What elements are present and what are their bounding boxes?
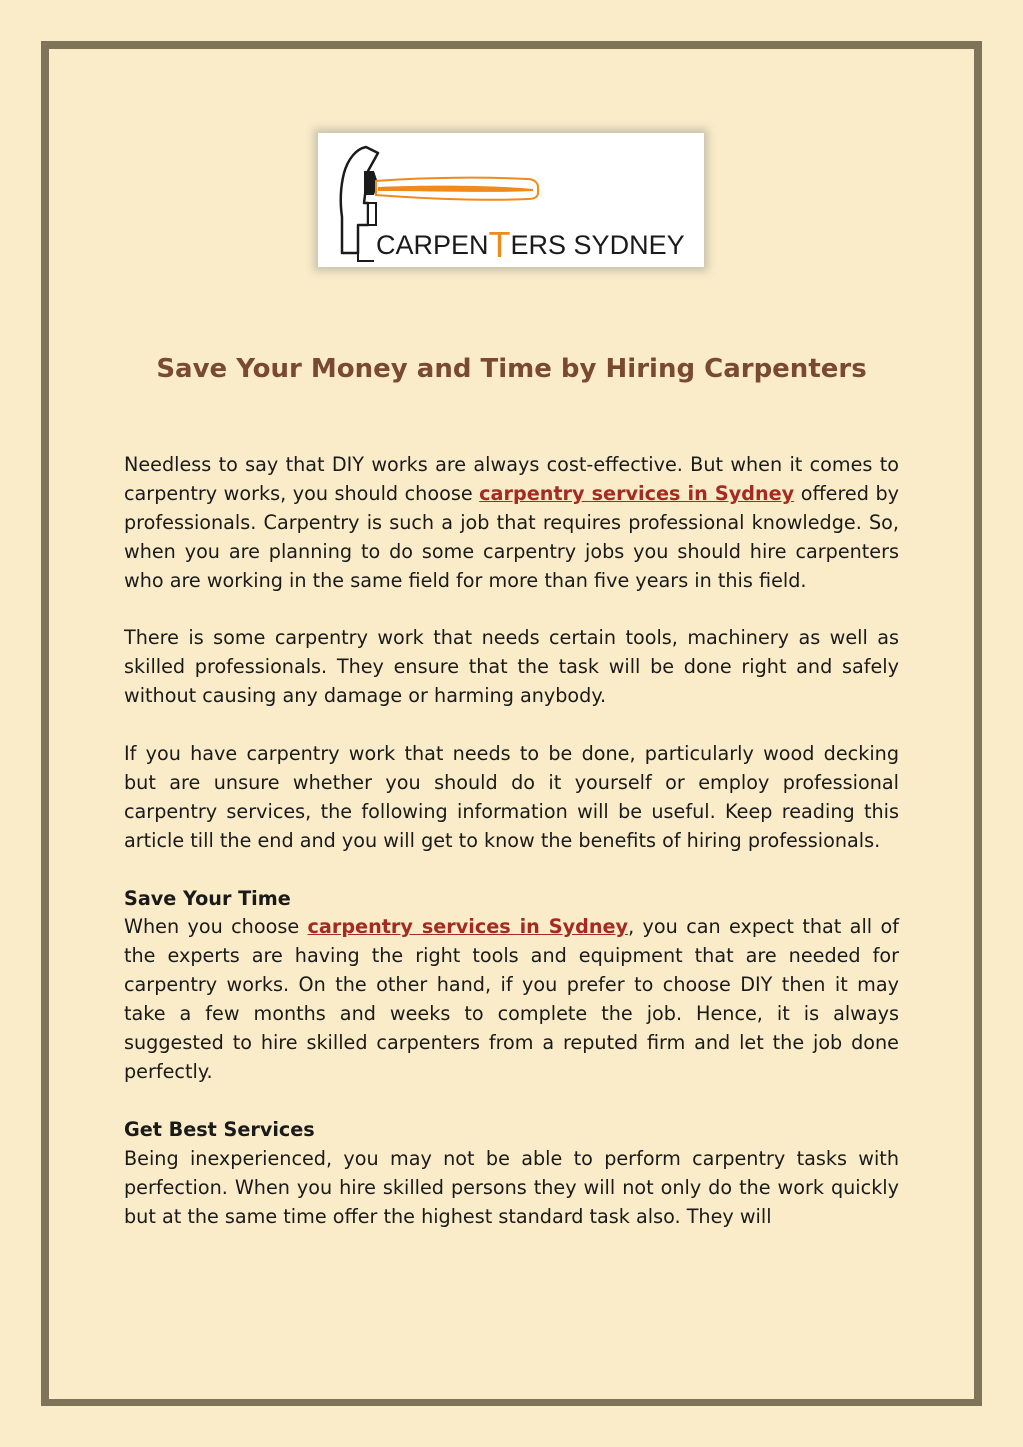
carpentry-services-link[interactable]: carpentry services in Sydney xyxy=(479,481,795,505)
paragraph-tools: There is some carpentry work that needs certain tools, machinery as well as skilled professionals. They ensure that the task will be done right and safely without causing any damage or harming anybody. xyxy=(124,626,899,708)
carpentry-services-link-2[interactable]: carpentry services in Sydney xyxy=(307,915,629,939)
page-title: Save Your Money and Time by Hiring Carpenters xyxy=(156,354,867,384)
logo-text: CARPENTERS SYDNEY xyxy=(376,224,685,265)
paragraph-save-your-time: When you choose carpentry services in Sydney, you can expect that all of the experts are having the right tools and equipment that are needed for carpentry works. On the other hand, if you prefer to choose DIY then it may take a few months and weeks to complete the job. Hence, it is always suggested to hire skilled carpenters from a reputed firm and let the job done perfectly. xyxy=(124,915,899,1083)
paragraph-intro: Needless to say that DIY works are always cost-effective. But when it comes to carpentry works, you should choose carpentry services in Sydney offered by professionals. Carpentry is such a job that requires professional knowledge. So, when you are planning to do some carpentry jobs you should hire carpenters who are working in the same field for more than five years in this field. xyxy=(124,453,899,592)
heading-save-your-time: Save Your Time xyxy=(124,886,291,910)
logo xyxy=(318,133,704,267)
article-body xyxy=(124,451,899,1260)
paragraph-get-best-services: Being inexperienced, you may not be able to perform carpentry tasks with perfection. When you hire skilled persons they will not only do the work quickly but at the same time offer the highest standard task also. They will xyxy=(124,1146,899,1228)
heading-get-best-services: Get Best Services xyxy=(124,1117,315,1141)
paragraph-decking: If you have carpentry work that needs to be done, particularly wood decking but are unsure whether you should do it yourself or employ professional carpentry services, the following information will be useful. Keep reading this article till the end and you will get to know the benefits of hiring professionals. xyxy=(124,742,899,852)
